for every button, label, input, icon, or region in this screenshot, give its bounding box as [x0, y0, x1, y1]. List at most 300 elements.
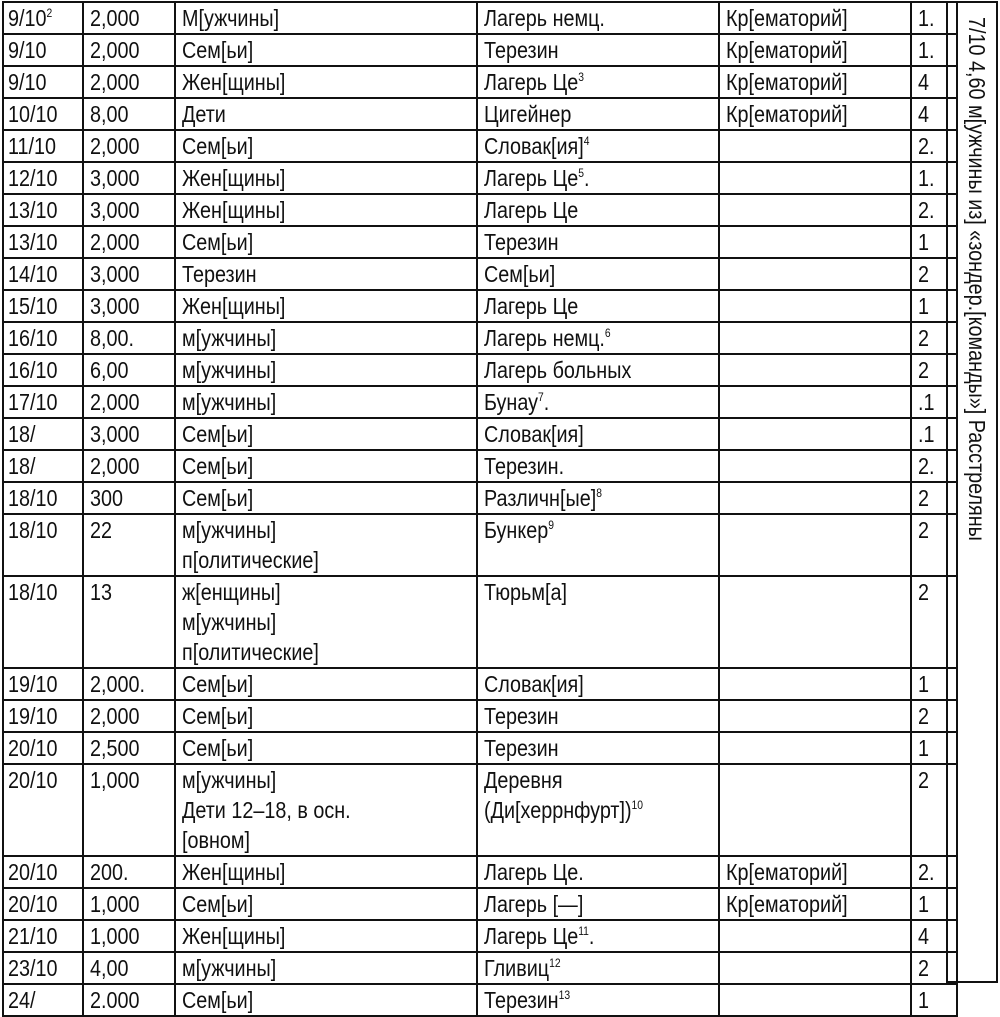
group-text: м[ужчины] — [182, 517, 277, 543]
source-line — [484, 577, 718, 607]
date-cell — [3, 514, 83, 576]
source-text: Гливиц$^{12}$ — [484, 955, 561, 981]
table-row — [3, 98, 957, 130]
count-cell — [83, 290, 175, 322]
fate-cell — [719, 290, 911, 322]
source-suffix: . — [583, 165, 590, 191]
group-line — [182, 259, 476, 289]
source-text: Терезин$^{13}$ — [484, 987, 571, 1013]
footnote-ref: 6 — [604, 326, 611, 340]
table-row — [3, 514, 957, 576]
count-cell — [83, 668, 175, 700]
number-value: 2 — [918, 325, 930, 351]
source-cell — [477, 576, 719, 668]
count-cell — [83, 354, 175, 386]
source-cell — [477, 226, 719, 258]
group-cell — [175, 764, 477, 856]
table-row — [3, 952, 957, 984]
source-text: Лагерь Це. — [484, 859, 584, 885]
source-suffix: . — [543, 389, 550, 415]
footnote-ref: 4 — [583, 134, 590, 148]
group-text: Дети 12–18, в осн. — [182, 797, 351, 823]
footnote-ref: 2 — [46, 6, 53, 20]
count-cell — [83, 514, 175, 576]
table-row — [3, 418, 957, 450]
table-row — [3, 130, 957, 162]
number-value: 2 — [918, 579, 930, 605]
source-text: Сем[ьи] — [484, 261, 556, 287]
count-cell — [83, 952, 175, 984]
source-cell — [477, 386, 719, 418]
source-cell — [477, 34, 719, 66]
group-line — [182, 701, 476, 731]
date-value: 12/10 — [8, 165, 58, 191]
group-line — [182, 131, 476, 161]
number-value: 2 — [918, 703, 930, 729]
group-cell — [175, 386, 477, 418]
count-cell — [83, 162, 175, 194]
number-value: 1 — [918, 735, 930, 761]
source-cell — [477, 920, 719, 952]
source-text: Лагерь $Це^5$. — [484, 165, 590, 191]
footnote-ref: 7 — [538, 390, 544, 404]
group-line — [182, 99, 476, 129]
group-line — [182, 35, 476, 65]
source-line — [484, 99, 718, 129]
date-cell — [3, 290, 83, 322]
group-text: М[ужчины] — [182, 5, 280, 31]
count-value: 2,000 — [90, 133, 140, 159]
source-line — [484, 3, 718, 33]
date-cell — [3, 668, 83, 700]
source-line — [484, 291, 718, 321]
source-text: Лагерь $Це^3$ — [484, 69, 584, 95]
source-text: Бунау$^7$. — [484, 389, 550, 415]
source-line — [484, 669, 718, 699]
source-line — [484, 451, 718, 481]
source-text: Бункер$^9$ — [484, 517, 554, 543]
date-value: 19/10 — [8, 703, 58, 729]
group-text: Жен[щины] — [182, 165, 286, 191]
date-cell — [3, 732, 83, 764]
count-cell — [83, 732, 175, 764]
group-cell — [175, 194, 477, 226]
group-line — [182, 451, 476, 481]
source-line — [484, 227, 718, 257]
date-value: $9/10^2$ — [8, 5, 53, 31]
source-text: Тюрьм[а] — [484, 579, 567, 605]
date-value: 18/10 — [8, 517, 58, 543]
fate-cell — [719, 2, 911, 34]
number-value: 2. — [918, 859, 935, 885]
count-cell — [83, 764, 175, 856]
group-text: Жен[щины] — [182, 859, 286, 885]
group-line — [182, 291, 476, 321]
number-value: 4 — [918, 101, 930, 127]
number-value: 2. — [918, 133, 935, 159]
footnote-ref: 13 — [558, 988, 571, 1002]
source-line — [484, 355, 718, 385]
date-cell — [3, 700, 83, 732]
group-line — [182, 195, 476, 225]
group-line — [182, 577, 476, 607]
count-value: 6,00 — [90, 357, 129, 383]
group-text: Жен[щины] — [182, 69, 286, 95]
fate-cell — [719, 34, 911, 66]
source-cell — [477, 764, 719, 856]
group-line — [182, 669, 476, 699]
fate-cell — [719, 732, 911, 764]
group-text: п[олитические] — [182, 547, 319, 573]
count-value: 8,00. — [90, 325, 134, 351]
group-cell — [175, 322, 477, 354]
number-value: 1 — [918, 229, 930, 255]
source-line — [484, 733, 718, 763]
group-cell — [175, 130, 477, 162]
group-text: Сем[ьи] — [182, 133, 254, 159]
fate-cell — [719, 194, 911, 226]
group-text: Сем[ьи] — [182, 671, 254, 697]
number-value: 4 — [918, 923, 930, 949]
fate-cell — [719, 482, 911, 514]
source-line — [484, 889, 718, 919]
table-row — [3, 856, 957, 888]
footnote-ref: 8 — [596, 486, 602, 500]
count-value: 1,000 — [90, 767, 140, 793]
source-text: Терезин — [484, 703, 559, 729]
source-cell — [477, 700, 719, 732]
group-line — [182, 953, 476, 983]
group-text: Дети — [182, 101, 226, 127]
table-row — [3, 386, 957, 418]
source-cell — [477, 856, 719, 888]
source-cell — [477, 668, 719, 700]
date-value: 14/10 — [8, 261, 58, 287]
number-value: 1 — [918, 293, 930, 319]
source-line — [484, 515, 718, 545]
date-cell — [3, 194, 83, 226]
source-cell — [477, 984, 719, 1016]
fate-cell — [719, 386, 911, 418]
group-text: Сем[ьи] — [182, 485, 254, 511]
count-cell — [83, 450, 175, 482]
source-cell — [477, 514, 719, 576]
table-row — [3, 668, 957, 700]
fate-cell — [719, 322, 911, 354]
table-row — [3, 888, 957, 920]
source-line — [484, 953, 718, 983]
count-cell — [83, 482, 175, 514]
fate-cell — [719, 354, 911, 386]
source-cell — [477, 418, 719, 450]
date-value: 18/10 — [8, 485, 58, 511]
fate-cell — [719, 856, 911, 888]
group-line — [182, 163, 476, 193]
transport-ledger-table — [2, 1, 958, 1017]
table-row — [3, 258, 957, 290]
fate-value: Кр[ематорий] — [726, 69, 848, 95]
date-value: 16/10 — [8, 357, 58, 383]
count-value: 300 — [90, 485, 124, 511]
date-cell — [3, 984, 83, 1016]
number-value: 4 — [918, 69, 930, 95]
source-line — [484, 387, 718, 417]
source-line — [484, 67, 718, 97]
source-cell — [477, 952, 719, 984]
footnote-ref: 11 — [578, 924, 589, 938]
group-text: [овном] — [182, 827, 251, 853]
count-value: 4,00 — [90, 955, 129, 981]
date-cell — [3, 576, 83, 668]
group-line — [182, 857, 476, 887]
group-line — [182, 3, 476, 33]
date-cell — [3, 2, 83, 34]
source-text: Лагерь больных — [484, 357, 632, 383]
fate-cell — [719, 888, 911, 920]
count-cell — [83, 130, 175, 162]
date-cell — [3, 920, 83, 952]
group-cell — [175, 66, 477, 98]
source-text: Терезин. — [484, 453, 565, 479]
footnote-ref: 5 — [578, 166, 584, 180]
count-value: 3,000 — [90, 421, 140, 447]
source-line — [484, 795, 718, 825]
number-value: .1 — [918, 421, 935, 447]
count-cell — [83, 920, 175, 952]
date-value: 11/10 — [8, 133, 57, 159]
group-text: Жен[щины] — [182, 197, 286, 223]
fate-value: Кр[ематорий] — [726, 37, 848, 63]
source-text: Деревня — [484, 767, 563, 793]
date-cell — [3, 386, 83, 418]
fate-cell — [719, 66, 911, 98]
group-cell — [175, 920, 477, 952]
source-cell — [477, 258, 719, 290]
ledger-body — [3, 2, 957, 1016]
date-value: 24/ — [8, 987, 36, 1013]
count-value: 2,500 — [90, 735, 140, 761]
count-cell — [83, 888, 175, 920]
date-value: 9/10 — [8, 37, 47, 63]
number-value: 2 — [918, 357, 930, 383]
group-line — [182, 921, 476, 951]
source-text: (Ди[херрнфурт])$^{10}$ — [484, 797, 644, 823]
count-cell — [83, 34, 175, 66]
group-cell — [175, 514, 477, 576]
table-row — [3, 450, 957, 482]
date-cell — [3, 888, 83, 920]
group-line — [182, 889, 476, 919]
count-value: 1,000 — [90, 891, 140, 917]
number-value: 2. — [918, 197, 935, 223]
fate-cell — [719, 668, 911, 700]
date-value: 13/10 — [8, 197, 58, 223]
source-cell — [477, 98, 719, 130]
group-cell — [175, 888, 477, 920]
date-value: 16/10 — [8, 325, 58, 351]
count-cell — [83, 322, 175, 354]
fate-cell — [719, 514, 911, 576]
date-value: 23/10 — [8, 955, 58, 981]
fate-cell — [719, 920, 911, 952]
group-text: Сем[ьи] — [182, 229, 254, 255]
source-line — [484, 765, 718, 795]
date-value: 18/ — [8, 453, 36, 479]
table-row — [3, 66, 957, 98]
group-cell — [175, 2, 477, 34]
number-value: 1 — [918, 891, 930, 917]
group-cell — [175, 732, 477, 764]
date-value: 19/10 — [8, 671, 58, 697]
date-value: 20/10 — [8, 891, 58, 917]
fate-cell — [719, 450, 911, 482]
count-value: 3,000 — [90, 197, 140, 223]
date-value: 15/10 — [8, 293, 58, 319]
count-cell — [83, 386, 175, 418]
table-row — [3, 576, 957, 668]
date-value: 13/10 — [8, 229, 58, 255]
source-cell — [477, 2, 719, 34]
fate-cell — [719, 952, 911, 984]
group-cell — [175, 162, 477, 194]
count-value: 2.000 — [90, 987, 140, 1013]
group-cell — [175, 700, 477, 732]
source-cell — [477, 162, 719, 194]
table-row — [3, 700, 957, 732]
count-value: 22 — [90, 517, 113, 543]
source-text: Словак[ия] — [484, 671, 584, 697]
date-cell — [3, 98, 83, 130]
count-value: 2,000. — [90, 671, 145, 697]
group-cell — [175, 576, 477, 668]
date-cell — [3, 952, 83, 984]
source-cell — [477, 450, 719, 482]
number-value: 1. — [918, 5, 935, 31]
fate-value: Кр[ематорий] — [726, 5, 848, 31]
source-text: Различн[ые]$^8$ — [484, 485, 602, 511]
count-cell — [83, 66, 175, 98]
source-line — [484, 195, 718, 225]
number-value: 1. — [918, 37, 935, 63]
fate-cell — [719, 226, 911, 258]
group-cell — [175, 98, 477, 130]
source-cell — [477, 322, 719, 354]
group-cell — [175, 482, 477, 514]
number-value: 1 — [918, 987, 930, 1013]
source-line — [484, 701, 718, 731]
group-text: м[ужчины] — [182, 389, 277, 415]
source-line — [484, 483, 718, 513]
source-line — [484, 419, 718, 449]
group-line — [182, 323, 476, 353]
count-cell — [83, 258, 175, 290]
number-cell — [911, 984, 957, 1016]
source-cell — [477, 66, 719, 98]
group-cell — [175, 418, 477, 450]
fate-cell — [719, 984, 911, 1016]
source-text: Лагерь [—] — [484, 891, 584, 917]
table-row — [3, 764, 957, 856]
group-line — [182, 607, 476, 637]
count-cell — [83, 98, 175, 130]
group-text: Сем[ьи] — [182, 37, 254, 63]
group-line — [182, 825, 476, 855]
date-cell — [3, 130, 83, 162]
number-value: 2 — [918, 261, 930, 287]
source-text: Словак[ия] — [484, 421, 584, 447]
count-cell — [83, 194, 175, 226]
table-row — [3, 984, 957, 1016]
table-row — [3, 194, 957, 226]
count-value: 2,000 — [90, 5, 140, 31]
source-cell — [477, 732, 719, 764]
source-cell — [477, 130, 719, 162]
table-row — [3, 162, 957, 194]
date-value: 18/ — [8, 421, 36, 447]
count-value: 2,000 — [90, 389, 140, 415]
group-text: Сем[ьи] — [182, 421, 254, 447]
group-text: Сем[ьи] — [182, 987, 254, 1013]
source-text: Лагерь немц. — [484, 5, 605, 31]
group-line — [182, 545, 476, 575]
group-line — [182, 765, 476, 795]
footnote-ref: 10 — [631, 798, 644, 812]
group-text: м[ужчины] — [182, 357, 277, 383]
date-value: 17/10 — [8, 389, 58, 415]
group-cell — [175, 354, 477, 386]
count-value: 2,000 — [90, 703, 140, 729]
side-note-column — [946, 1, 998, 983]
group-line — [182, 795, 476, 825]
date-cell — [3, 258, 83, 290]
source-suffix: . — [588, 923, 595, 949]
group-line — [182, 387, 476, 417]
fate-value: Кр[ематорий] — [726, 101, 848, 127]
table-row — [3, 290, 957, 322]
source-cell — [477, 290, 719, 322]
date-cell — [3, 418, 83, 450]
group-text: Сем[ьи] — [182, 703, 254, 729]
group-cell — [175, 34, 477, 66]
count-cell — [83, 226, 175, 258]
source-line — [484, 131, 718, 161]
source-line — [484, 259, 718, 289]
fate-value: Кр[ематорий] — [726, 859, 848, 885]
date-cell — [3, 226, 83, 258]
number-value: 1 — [918, 671, 930, 697]
date-cell — [3, 764, 83, 856]
group-text: м[ужчины] — [182, 609, 277, 635]
source-cell — [477, 354, 719, 386]
count-cell — [83, 418, 175, 450]
date-value: 20/10 — [8, 735, 58, 761]
date-cell — [3, 354, 83, 386]
date-cell — [3, 322, 83, 354]
date-cell — [3, 482, 83, 514]
group-text: м[ужчины] — [182, 325, 277, 351]
group-line — [182, 355, 476, 385]
table-row — [3, 34, 957, 66]
count-cell — [83, 984, 175, 1016]
source-line — [484, 35, 718, 65]
group-text: м[ужчины] — [182, 955, 277, 981]
date-value: 20/10 — [8, 859, 58, 885]
count-value: 2,000 — [90, 453, 140, 479]
source-text: Лагерь $Це^{11}$. — [484, 923, 595, 949]
table-row — [3, 354, 957, 386]
group-line — [182, 227, 476, 257]
count-value: 8,00 — [90, 101, 129, 127]
